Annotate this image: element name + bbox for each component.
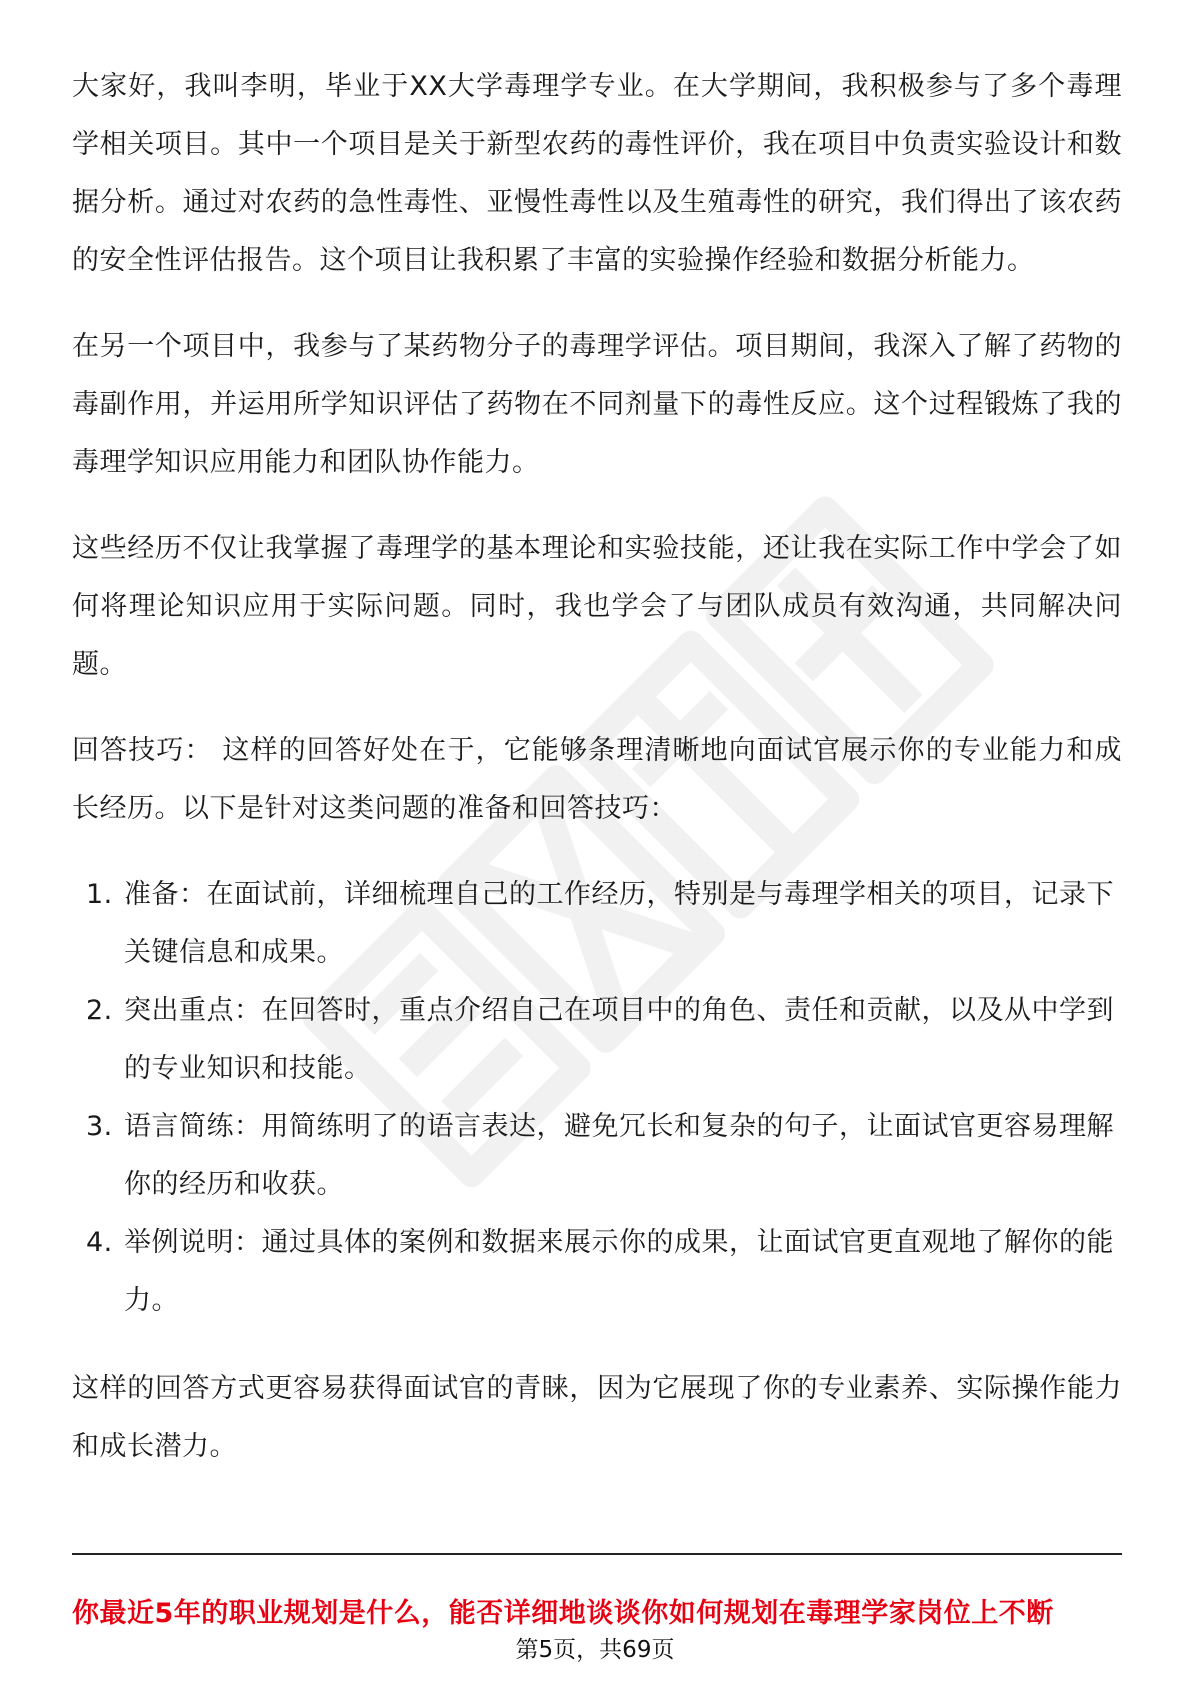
list-item (72, 1214, 1122, 1330)
second-project-paragraph: 在另一个项目中，我参与了某药物分子的毒理学评估。项目期间，我深入了解了药物的毒副作用，并运用所学知识评估了药物在不同剂量下的毒性反应。这个过程锻炼了我的毒理学知识应用能力和团队协作能力。 (72, 331, 1122, 478)
list-item-number: 3. (86, 1111, 113, 1142)
answer-tips-intro: 回答技巧： 这样的回答好处在于，它能够条理清晰地向面试官展示你的专业能力和成长经历。以下是针对这类问题的准备和回答技巧： (72, 735, 1122, 824)
list-item-number: 1. (86, 879, 113, 910)
section-divider (72, 1553, 1122, 1555)
list-item-text: 突出重点：在回答时，重点介绍自己在项目中的角色、责任和贡献，以及从中学到的专业知识和技能。 (124, 995, 1114, 1084)
intro-paragraph: 大家好，我叫李明，毕业于XX大学毒理学专业。在大学期间，我积极参与了多个毒理学相关项目。其中一个项目是关于新型农药的毒性评价，我在项目中负责实验设计和数据分析。通过对农药的急性毒性、亚慢性毒性以及生殖毒性的研究，我们得出了该农药的安全性评估报告。这个项目让我积累了丰富的实验操作经验和数据分析能力。 (72, 71, 1122, 276)
list-item-number: 2. (86, 995, 113, 1026)
closing-paragraph: 这样的回答方式更容易获得面试官的青睐，因为它展现了你的专业素养、实际操作能力和成长潜力。 (72, 1373, 1122, 1462)
list-item-number: 4. (86, 1227, 113, 1258)
list-item (72, 982, 1122, 1098)
tips-list (72, 866, 1122, 1330)
page-number: 第5页，共69页 (515, 1637, 675, 1663)
list-item-text: 语言简练：用简练明了的语言表达，避免冗长和复杂的句子，让面试官更容易理解你的经历和收获。 (124, 1111, 1114, 1200)
list-item (72, 1098, 1122, 1214)
list-item-text: 准备：在面试前，详细梳理自己的工作经历，特别是与毒理学相关的项目，记录下关键信息和成果。 (124, 879, 1114, 968)
answer-body (72, 58, 1122, 1504)
next-question-heading: 你最近5年的职业规划是什么，能否详细地谈谈你如何规划在毒理学家岗位上不断 (72, 1598, 1054, 1629)
list-item (72, 866, 1122, 982)
experience-summary-paragraph: 这些经历不仅让我掌握了毒理学的基本理论和实验技能，还让我在实际工作中学会了如何将理论知识应用于实际问题。同时，我也学会了与团队成员有效沟通，共同解决问题。 (72, 533, 1122, 680)
list-item-text: 举例说明：通过具体的案例和数据来展示你的成果，让面试官更直观地了解你的能力。 (124, 1227, 1114, 1316)
